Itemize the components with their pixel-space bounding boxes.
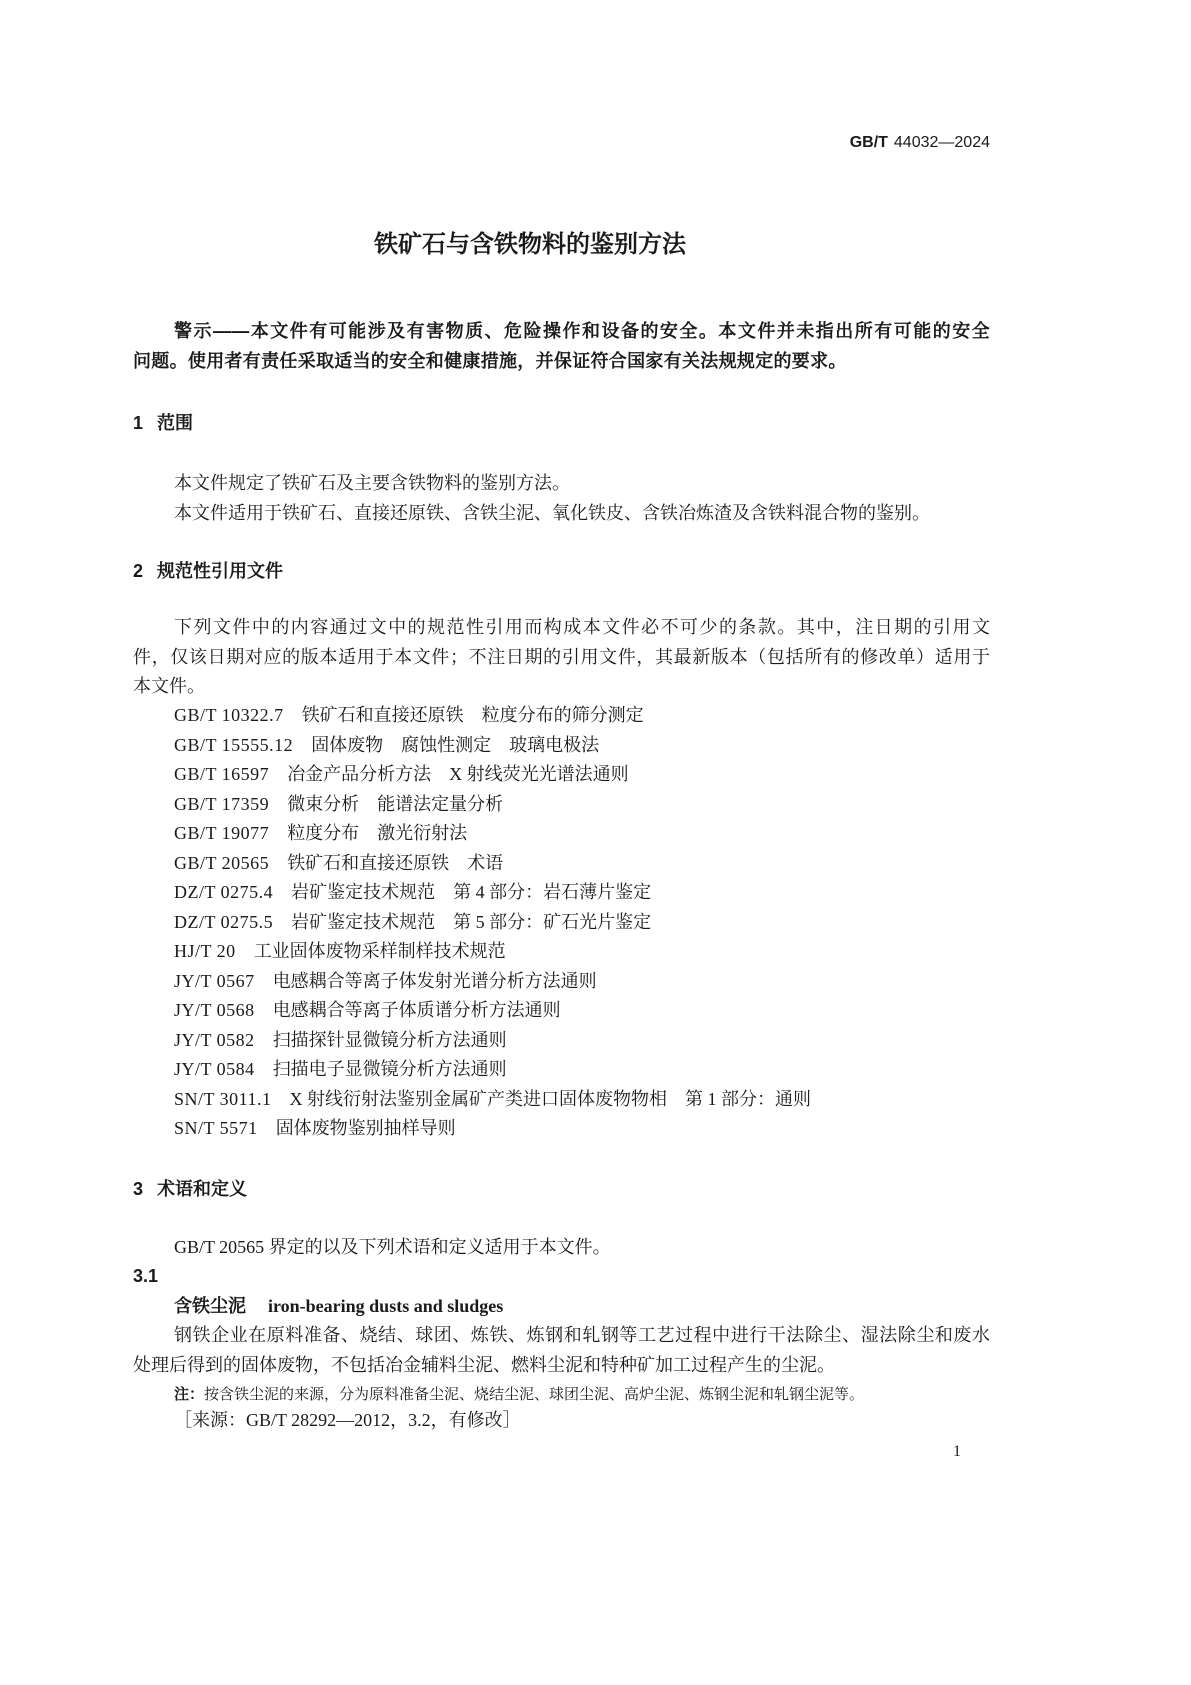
warning-line: 警示——本文件有可能涉及有害物质、危险操作和设备的安全。本文件并未指出所有可能的安全 xyxy=(174,321,990,342)
reference-item xyxy=(133,1085,990,1115)
reference-title: 固体废物鉴别抽样导则 xyxy=(275,1118,456,1139)
section-title: 范围 xyxy=(157,413,193,434)
term-name-cn: 含铁尘泥 xyxy=(174,1295,246,1316)
reference-item xyxy=(133,1114,990,1144)
paragraph: 本文件规定了铁矿石及主要含铁物料的鉴别方法。 xyxy=(174,473,570,494)
reference-code: HJ/T 20 xyxy=(174,941,236,962)
section-number: 1 xyxy=(133,413,144,434)
reference-title: 岩矿鉴定技术规范 第 5 部分：矿石光片鉴定 xyxy=(291,911,652,932)
reference-code: SN/T 5571 xyxy=(174,1118,258,1139)
note-label: 注： xyxy=(174,1386,205,1404)
reference-item xyxy=(133,1055,990,1085)
standard-number: 44032—2024 xyxy=(893,134,990,151)
reference-code: GB/T 15555.12 xyxy=(174,734,294,755)
term-name-en: iron-bearing dusts and sludges xyxy=(268,1295,504,1316)
section-1-body xyxy=(133,469,990,528)
reference-code: GB/T 16597 xyxy=(174,764,270,785)
reference-code: GB/T 17359 xyxy=(174,793,270,814)
reference-code: DZ/T 0275.5 xyxy=(174,911,274,932)
reference-item xyxy=(133,701,990,731)
section-title: 术语和定义 xyxy=(157,1179,247,1200)
reference-item xyxy=(133,908,990,938)
reference-item xyxy=(133,849,990,879)
page-number: 1 xyxy=(953,1443,961,1460)
section-title: 规范性引用文件 xyxy=(157,561,283,582)
note-text: 按含铁尘泥的来源，分为原料准备尘泥、烧结尘泥、球团尘泥、高炉尘泥、炼钢尘泥和轧钢尘泥等。 xyxy=(204,1387,865,1404)
paragraph-line: 本文件。 xyxy=(133,676,205,697)
reference-title: 粒度分布 激光衍射法 xyxy=(287,823,468,844)
paragraph-line: 件，仅该日期对应的版本适用于本文件；不注日期的引用文件，其最新版本（包括所有的修改单）适用于 xyxy=(133,646,990,667)
reference-code: JY/T 0568 xyxy=(174,1000,255,1021)
term-entry xyxy=(133,1262,990,1410)
reference-code: SN/T 3011.1 xyxy=(174,1088,272,1109)
reference-title: X 射线衍射法鉴别金属矿产类进口固体废物物相 第 1 部分：通则 xyxy=(289,1088,812,1109)
reference-item xyxy=(133,731,990,761)
reference-item xyxy=(133,996,990,1026)
reference-title: 冶金产品分析方法 X 射线荧光光谱法通则 xyxy=(287,764,629,785)
section-number: 3 xyxy=(133,1179,144,1200)
definition-line: 钢铁企业在原料准备、烧结、球团、炼铁、炼钢和轧钢等工艺过程中进行干法除尘、湿法除尘和废水 xyxy=(174,1325,990,1346)
term-source: ［来源：GB/T 28292—2012，3.2，有修改］ xyxy=(174,1410,521,1431)
reference-code: GB/T 19077 xyxy=(174,823,270,844)
reference-title: 扫描电子显微镜分析方法通则 xyxy=(272,1059,507,1080)
reference-title: 微束分析 能谱法定量分析 xyxy=(287,793,504,814)
definition-line: 处理后得到的固体废物，不包括冶金辅料尘泥、燃料尘泥和特种矿加工过程产生的尘泥。 xyxy=(133,1354,835,1375)
term-name xyxy=(133,1292,990,1322)
warning-paragraph xyxy=(133,317,990,376)
reference-title: 电感耦合等离子体质谱分析方法通则 xyxy=(272,1000,561,1021)
reference-item xyxy=(133,760,990,790)
paragraph-line: 下列文件中的内容通过文中的规范性引用而构成本文件必不可少的条款。其中，注日期的引用文 xyxy=(174,617,990,638)
reference-item xyxy=(133,1026,990,1056)
normative-references-list xyxy=(133,701,990,1144)
section-1-heading xyxy=(133,409,193,439)
reference-code: GB/T 10322.7 xyxy=(174,705,284,726)
term-number: 3.1 xyxy=(133,1266,159,1287)
section-2-intro xyxy=(133,613,990,702)
standard-number-header xyxy=(850,131,990,155)
reference-item xyxy=(133,790,990,820)
section-2-heading xyxy=(133,557,283,587)
reference-code: GB/T 20565 xyxy=(174,852,270,873)
reference-item xyxy=(133,878,990,908)
reference-code: JY/T 0584 xyxy=(174,1059,255,1080)
reference-title: 铁矿石和直接还原铁 术语 xyxy=(287,852,504,873)
paragraph: 本文件适用于铁矿石、直接还原铁、含铁尘泥、氧化铁皮、含铁冶炼渣及含铁料混合物的鉴别。 xyxy=(174,502,930,523)
reference-code: DZ/T 0275.4 xyxy=(174,882,274,903)
reference-title: 工业固体废物采样制样技术规范 xyxy=(253,941,506,962)
reference-title: 铁矿石和直接还原铁 粒度分布的筛分测定 xyxy=(301,705,644,726)
reference-title: 岩矿鉴定技术规范 第 4 部分：岩石薄片鉴定 xyxy=(291,882,652,903)
warning-line: 问题。使用者有责任采取适当的安全和健康措施，并保证符合国家有关法规规定的要求。 xyxy=(133,350,847,371)
reference-title: 固体废物 腐蚀性测定 玻璃电极法 xyxy=(311,734,600,755)
reference-code: JY/T 0567 xyxy=(174,970,255,991)
section-number: 2 xyxy=(133,561,144,582)
document-title: 铁矿石与含铁物料的鉴别方法 xyxy=(374,231,686,258)
reference-item xyxy=(133,967,990,997)
reference-title: 电感耦合等离子体发射光谱分析方法通则 xyxy=(272,970,597,991)
reference-item xyxy=(133,819,990,849)
section-3-intro: GB/T 20565 界定的以及下列术语和定义适用于本文件。 xyxy=(174,1237,611,1258)
section-3-heading xyxy=(133,1175,247,1205)
reference-code: JY/T 0582 xyxy=(174,1029,255,1050)
standard-prefix: GB/T xyxy=(849,134,888,151)
reference-title: 扫描探针显微镜分析方法通则 xyxy=(272,1029,507,1050)
reference-item xyxy=(133,937,990,967)
